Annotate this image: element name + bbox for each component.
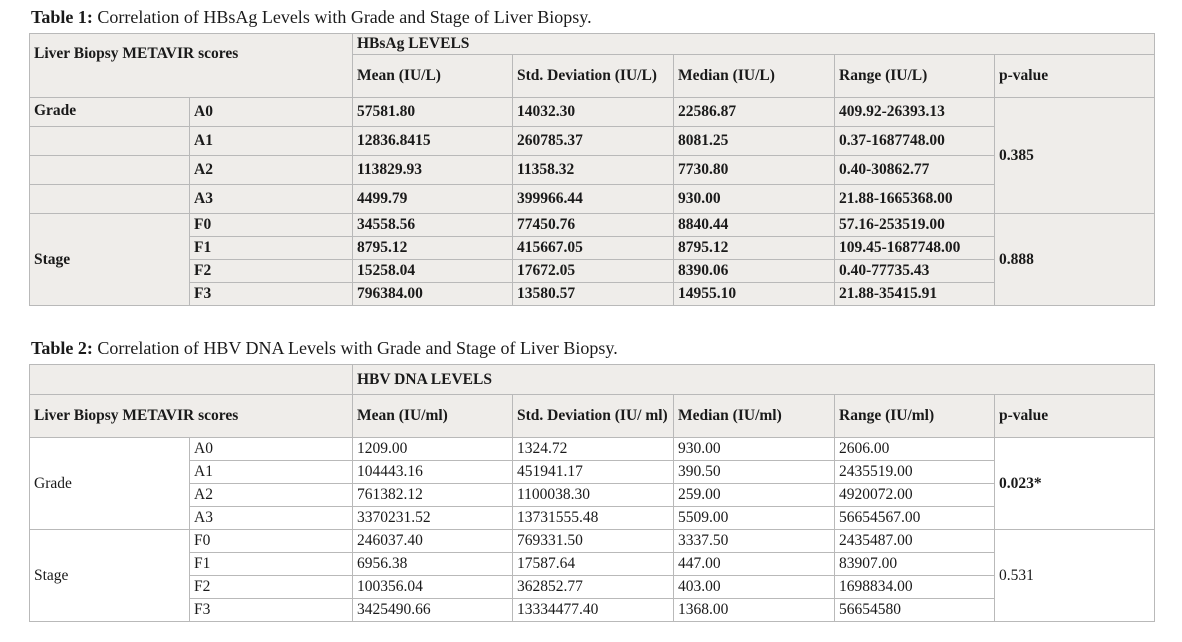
table-cell: A3: [190, 185, 353, 214]
table-cell: F3: [190, 599, 353, 622]
table-cell: 2435487.00: [835, 530, 995, 553]
table-cell: 4499.79: [353, 185, 513, 214]
table-row: [30, 185, 1155, 214]
table2-stage-label: Stage: [30, 530, 190, 622]
table-cell: 5509.00: [674, 507, 835, 530]
table-row: [30, 283, 1155, 306]
table2-header-range: Range (IU/ml): [835, 395, 995, 438]
table-row: [30, 438, 1155, 461]
table-cell: A2: [190, 484, 353, 507]
table-cell: F1: [190, 237, 353, 260]
table-cell: 447.00: [674, 553, 835, 576]
table-cell: 13580.57: [513, 283, 674, 306]
table-cell: 13334477.40: [513, 599, 674, 622]
table-cell: 399966.44: [513, 185, 674, 214]
table1: [29, 33, 1155, 306]
table-cell: 3337.50: [674, 530, 835, 553]
table-cell: 930.00: [674, 438, 835, 461]
table2-header-pvalue: p-value: [995, 395, 1155, 438]
table-cell: 104443.16: [353, 461, 513, 484]
table-cell: 796384.00: [353, 283, 513, 306]
table-cell: A2: [190, 156, 353, 185]
table-cell: 2435519.00: [835, 461, 995, 484]
table-cell: 34558.56: [353, 214, 513, 237]
table-cell: 3370231.52: [353, 507, 513, 530]
table-cell: 451941.17: [513, 461, 674, 484]
table-cell: 21.88-1665368.00: [835, 185, 995, 214]
table-cell: 8390.06: [674, 260, 835, 283]
table-cell: 113829.93: [353, 156, 513, 185]
table-cell: 11358.32: [513, 156, 674, 185]
table-cell: 259.00: [674, 484, 835, 507]
table-cell: 0.40-30862.77: [835, 156, 995, 185]
table1-header-mean: Mean (IU/L): [353, 55, 513, 98]
table-cell: 1100038.30: [513, 484, 674, 507]
table-cell: [30, 185, 190, 214]
table-cell: 100356.04: [353, 576, 513, 599]
table-cell: 260785.37: [513, 127, 674, 156]
table-cell: 109.45-1687748.00: [835, 237, 995, 260]
table-cell: F2: [190, 260, 353, 283]
table-cell: 83907.00: [835, 553, 995, 576]
table-row: [30, 214, 1155, 237]
table-cell: A3: [190, 507, 353, 530]
table-cell: 56654567.00: [835, 507, 995, 530]
table-cell: [30, 365, 353, 395]
table2-grade-pvalue: 0.023*: [995, 438, 1155, 530]
table2-caption-text: Correlation of HBV DNA Levels with Grade and Stage of Liver Biopsy.: [92, 338, 618, 358]
table-cell: 1698834.00: [835, 576, 995, 599]
table2-header-scores: Liver Biopsy METAVIR scores: [30, 395, 353, 438]
table-cell: 415667.05: [513, 237, 674, 260]
table-cell: 57581.80: [353, 98, 513, 127]
table1-stage-pvalue: 0.888: [995, 214, 1155, 306]
table-row: [30, 599, 1155, 622]
table2-caption: [31, 337, 618, 359]
table-cell: 8840.44: [674, 214, 835, 237]
table2-header-group: HBV DNA LEVELS: [353, 365, 1155, 395]
table-row: [30, 461, 1155, 484]
table2-header-mean: Mean (IU/ml): [353, 395, 513, 438]
table-cell: F2: [190, 576, 353, 599]
table1-header-range: Range (IU/L): [835, 55, 995, 98]
table-cell: 8795.12: [353, 237, 513, 260]
table-cell: 21.88-35415.91: [835, 283, 995, 306]
table-cell: 390.50: [674, 461, 835, 484]
table-cell: A0: [190, 438, 353, 461]
table-cell: 17672.05: [513, 260, 674, 283]
table-cell: 22586.87: [674, 98, 835, 127]
table-row: [30, 530, 1155, 553]
table-row: [30, 260, 1155, 283]
table-cell: F0: [190, 214, 353, 237]
table-cell: 246037.40: [353, 530, 513, 553]
table-cell: 15258.04: [353, 260, 513, 283]
table-cell: 8081.25: [674, 127, 835, 156]
table1-caption-label: Table 1:: [31, 7, 93, 27]
table-cell: 77450.76: [513, 214, 674, 237]
table2-stage-pvalue: 0.531: [995, 530, 1155, 622]
table-cell: 17587.64: [513, 553, 674, 576]
table1-header-sd: Std. Deviation (IU/L): [513, 55, 674, 98]
table-row: [30, 237, 1155, 260]
table-cell: F1: [190, 553, 353, 576]
table-cell: 4920072.00: [835, 484, 995, 507]
table-cell: 0.37-1687748.00: [835, 127, 995, 156]
table-row: [30, 553, 1155, 576]
table-cell: 7730.80: [674, 156, 835, 185]
table-row: [30, 98, 1155, 127]
table-row: [30, 484, 1155, 507]
table-cell: [30, 156, 190, 185]
table2-header-sd: Std. Deviation (IU/ ml): [513, 395, 674, 438]
table-cell: 1209.00: [353, 438, 513, 461]
table-cell: 14955.10: [674, 283, 835, 306]
table-cell: 761382.12: [353, 484, 513, 507]
table-cell: 2606.00: [835, 438, 995, 461]
table-cell: 12836.8415: [353, 127, 513, 156]
table-row: [30, 156, 1155, 185]
table-cell: [30, 127, 190, 156]
table1-header-pvalue: p-value: [995, 55, 1155, 98]
table-row: [30, 127, 1155, 156]
table-row: [30, 507, 1155, 530]
table1-caption-text: Correlation of HBsAg Levels with Grade and Stage of Liver Biopsy.: [92, 7, 592, 27]
table-cell: F3: [190, 283, 353, 306]
table1-grade-label: Grade: [30, 98, 190, 127]
table1-header-scores: Liver Biopsy METAVIR scores: [30, 34, 353, 98]
table-cell: A0: [190, 98, 353, 127]
table-cell: F0: [190, 530, 353, 553]
table2-caption-label: Table 2:: [31, 338, 93, 358]
table-cell: 0.40-77735.43: [835, 260, 995, 283]
table-cell: 403.00: [674, 576, 835, 599]
table-cell: 56654580: [835, 599, 995, 622]
table-cell: 1368.00: [674, 599, 835, 622]
table-cell: 6956.38: [353, 553, 513, 576]
table-cell: A1: [190, 127, 353, 156]
table2: [29, 364, 1155, 622]
table2-header-median: Median (IU/ml): [674, 395, 835, 438]
table-cell: 13731555.48: [513, 507, 674, 530]
table-cell: 3425490.66: [353, 599, 513, 622]
table-cell: 14032.30: [513, 98, 674, 127]
table2-grade-label: Grade: [30, 438, 190, 530]
table-row: [30, 576, 1155, 599]
table-cell: 8795.12: [674, 237, 835, 260]
table-cell: 1324.72: [513, 438, 674, 461]
table1-header-median: Median (IU/L): [674, 55, 835, 98]
table-cell: 930.00: [674, 185, 835, 214]
table-cell: A1: [190, 461, 353, 484]
table-cell: 57.16-253519.00: [835, 214, 995, 237]
table-cell: 362852.77: [513, 576, 674, 599]
table-cell: 409.92-26393.13: [835, 98, 995, 127]
table1-grade-pvalue: 0.385: [995, 98, 1155, 214]
table-cell: 769331.50: [513, 530, 674, 553]
table1-stage-label: Stage: [30, 214, 190, 306]
table1-caption: [31, 6, 592, 28]
table1-header-group: HBsAg LEVELS: [353, 34, 1155, 55]
